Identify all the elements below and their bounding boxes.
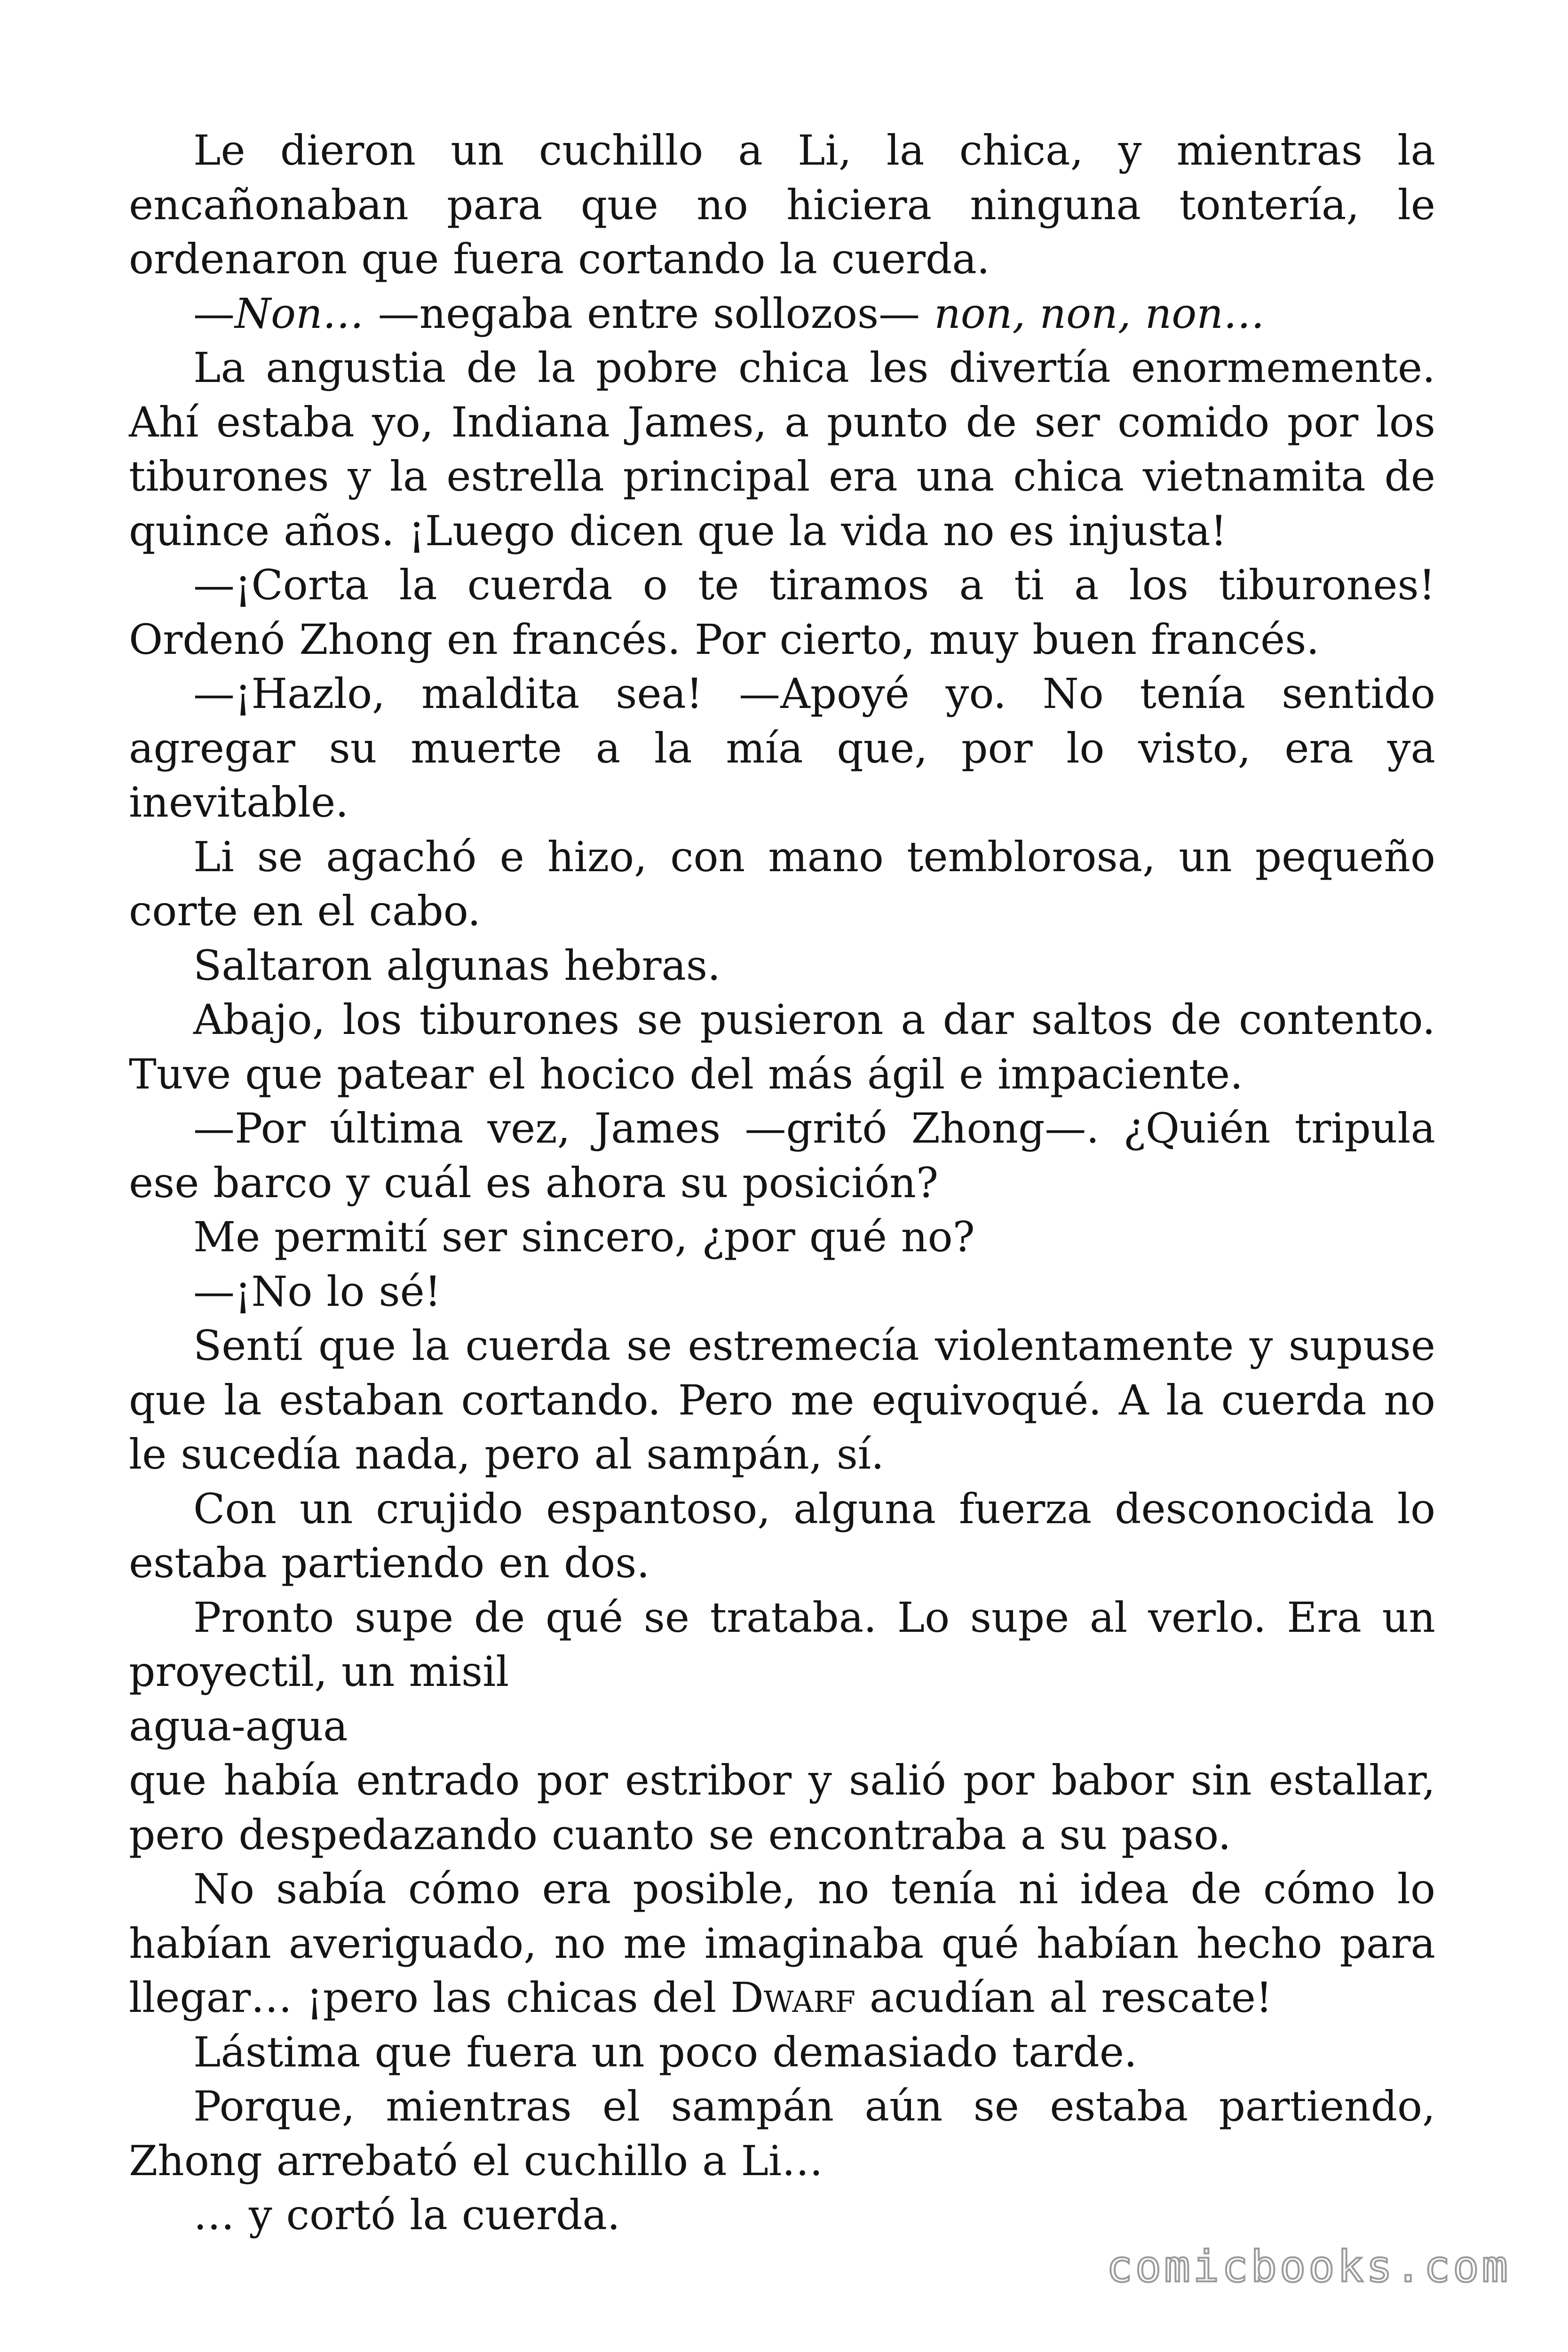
smallcaps-word: Dwarf bbox=[730, 1973, 855, 2022]
paragraph: Sentí que la cuerda se estremecía violentamente y supuse que la estaban cortando. Pero me equivoqué. A la cuerda no le sucedía nada, pero al sampán, sí. bbox=[129, 1321, 1435, 1478]
page-body bbox=[129, 123, 1435, 2242]
paragraph: —¡Hazlo, maldita sea! —Apoyé yo. No tenía sentido agregar su muerte a la mía que, por lo visto, era ya inevitable. bbox=[129, 669, 1435, 826]
watermark-logo: comicbooks.com bbox=[1106, 2241, 1511, 2292]
paragraph-fragment: agua-agua bbox=[129, 1701, 348, 1750]
paragraph: —¡No lo sé! bbox=[193, 1267, 442, 1316]
paragraph-dialogue bbox=[129, 286, 1435, 341]
paragraph: —¡Corta la cuerda o te tiramos a ti a los tiburones! Ordenó Zhong en francés. Por cierto, muy buen francés. bbox=[129, 561, 1435, 664]
dialogue-dash: — bbox=[193, 289, 235, 338]
paragraph: Li se agachó e hizo, con mano temblorosa, un pequeño corte en el cabo. bbox=[129, 832, 1435, 935]
dialogue-text: —negaba entre sollozos— bbox=[364, 289, 934, 338]
paragraph: Lástima que fuera un poco demasiado tarde. bbox=[193, 2027, 1137, 2076]
paragraph: Saltaron algunas hebras. bbox=[193, 941, 721, 990]
paragraph-fragment: que había entrado por estribor y salió por babor sin estallar, pero despedazando cuanto se encontraba a su paso. bbox=[129, 1756, 1435, 1859]
paragraph-smallcaps: No sabía cómo era posible, no tenía ni idea de cómo lo habían averiguado, no me imaginaba qué habían hecho para llegar… ¡pero las chicas del Dwarf acudían al rescate! bbox=[129, 1865, 1435, 2022]
paragraph: Abajo, los tiburones se pusieron a dar saltos de contento. Tuve que patear el hocico del más ágil e impaciente. bbox=[129, 995, 1435, 1098]
paragraph: … y cortó la cuerda. bbox=[193, 2191, 620, 2239]
paragraph: Porque, mientras el sampán aún se estaba partiendo, Zhong arrebató el cuchillo a Li… bbox=[129, 2082, 1435, 2185]
paragraph: La angustia de la pobre chica les divertía enormemente. Ahí estaba yo, Indiana James, a punto de ser comido por los tiburones y la estrella principal era una chica vietnamita de quince años. ¡Luego dicen que la vida no es injusta! bbox=[129, 343, 1435, 555]
paragraph: Le dieron un cuchillo a Li, la chica, y mientras la encañonaban para que no hiciera ninguna tontería, le ordenaron que fuera cortando la cuerda. bbox=[129, 126, 1435, 283]
paragraph: Me permití ser sincero, ¿por qué no? bbox=[193, 1213, 975, 1261]
italic-text: Non… bbox=[235, 289, 364, 338]
paragraph: —Por última vez, James —gritó Zhong—. ¿Quién tripula ese barco y cuál es ahora su posición? bbox=[129, 1104, 1435, 1207]
paragraph: Con un crujido espantoso, alguna fuerza desconocida lo estaba partiendo en dos. bbox=[129, 1484, 1435, 1587]
italic-text: non, non, non… bbox=[934, 289, 1265, 338]
paragraph: Pronto supe de qué se trataba. Lo supe al verlo. Era un proyectil, un misil bbox=[129, 1593, 1435, 1696]
